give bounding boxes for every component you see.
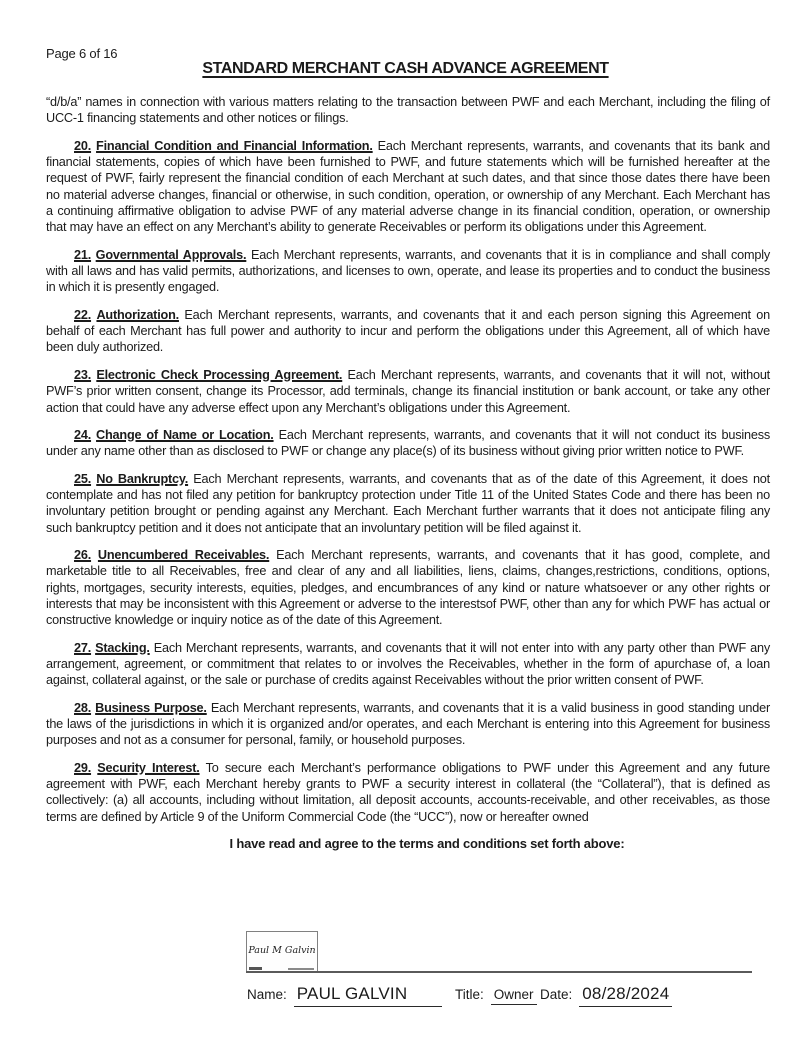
section-text: Each Merchant represents, warrants, and covenants that it will not conduct its business under any name other than as disclosed to PWF or change any place(s) of its business without giving prior written notice to PWF. (46, 427, 770, 459)
section-27 (46, 640, 770, 689)
section-text: Each Merchant represents, warrants, and covenants that it will not enter into with any party other than PWF any arrangement, agreement, or commitment that relates to or involves the Receivables, whether in the form of apurchase of, a loan against, collateral against, or the sale or purchase of credits against Receivables without the prior written consent of PWF. (46, 640, 770, 688)
section-number: 29. (74, 760, 92, 775)
section-text: Each Merchant represents, warrants, and covenants that as of the date of this Agreement, it does not contemplate and has not filed any petition for bankruptcy protection under Title 11 of the United States Code and there has been no involuntary petition brought or pending against any Merchant. Each Merchant further warrants that it does not anticipate filing any such bankruptcy petition and it does not anticipate that an involuntary petition will be filed against it. (46, 471, 770, 535)
date-field (540, 984, 672, 1007)
section-20 (46, 138, 770, 236)
signature-image (246, 931, 318, 973)
section-heading: Governmental Approvals. (95, 247, 247, 262)
signature-script: Paul M Galvin (248, 945, 316, 956)
name-value: PAUL GALVIN (294, 984, 442, 1007)
section-text: Each Merchant represents, warrants, and covenants that it and each person signing this Agreement on behalf of each Merchant has full power and authority to incur and perform the obligations under this Agreement, all of which have been duly authorized. (46, 307, 771, 355)
intro-paragraph: “d/b/a” names in connection with various matters relating to the transaction between PWF and each Merchant, including the filing of UCC-1 financing statements and other notices or filings. (46, 95, 770, 126)
title-field (455, 987, 537, 1005)
section-heading: Change of Name or Location. (96, 427, 274, 442)
section-number: 22. (74, 307, 92, 322)
document-body (46, 94, 770, 852)
title-value: Owner (491, 987, 537, 1005)
section-number: 26. (74, 547, 92, 562)
section-number: 20. (74, 138, 92, 153)
section-text: Each Merchant represents, warrants, and covenants that it is a valid business in good standing under the laws of the jurisdictions in which it is organized and/or operates, and each Merchant is entering into this Agreement for business purposes and not as a consumer for personal, family, or household purposes. (46, 700, 771, 748)
section-heading: Authorization. (96, 307, 179, 322)
section-heading: Unencumbered Receivables. (97, 547, 270, 562)
acknowledgement-line: I have read and agree to the terms and conditions set forth above: (229, 836, 625, 852)
section-number: 27. (74, 640, 92, 655)
section-26 (46, 547, 770, 629)
title-label: Title: (455, 987, 484, 1002)
section-heading: No Bankruptcy. (96, 471, 189, 486)
signature-stamp-mark (288, 968, 314, 970)
section-heading: Business Purpose. (95, 700, 207, 715)
section-23 (46, 367, 770, 416)
section-24 (46, 427, 770, 460)
section-text: Each Merchant represents, warrants, and covenants that it has good, complete, and marketable title to all Receivables, free and clear of any and all liabilities, liens, claims, changes,restrictions, conditions, options, rights, mortgages, security interests, equities, pledges, and encumbrances of any kind or nature whatsoever or any other rights or interests that may be inconsistent with this Agreement or adverse to the interestsof PWF, other than any for which PWF has actual or constructive knowledge or inquiry notice as of the date of this Agreement. (46, 547, 771, 628)
section-21 (46, 247, 770, 296)
section-29 (46, 760, 770, 825)
section-number: 25. (74, 471, 92, 486)
section-text: Each Merchant represents, warrants, and covenants that it will not, without PWF’s prior written consent, change its Processor, add terminals, change its financial institution or bank account, or take any other action that could have any adverse effect upon any Merchant’s obligations under this Agreement. (46, 367, 770, 415)
date-value: 08/28/2024 (579, 984, 672, 1007)
name-label: Name: (247, 987, 287, 1002)
signature-stamp-mark (249, 967, 262, 970)
section-number: 28. (74, 700, 92, 715)
section-text: To secure each Merchant’s performance obligations to PWF under this Agreement and any future agreement with PWF, each Merchant hereby grants to PWF a security interest in collateral (the “Collateral”), that is defined as collectively: (a) all accounts, including without limitation, all deposit accounts, accounts-receivable, and other receivables, as those terms are defined by Article 9 of the Uniform Commercial Code (the “UCC”), now or hereafter owned (46, 760, 770, 824)
section-25 (46, 471, 770, 536)
section-heading: Security Interest. (97, 760, 200, 775)
section-number: 23. (74, 367, 92, 382)
date-label: Date: (540, 987, 573, 1002)
section-28 (46, 700, 770, 749)
section-text: Each Merchant represents, warrants, and covenants that its bank and financial statements, copies of which have been furnished to PWF, and future statements which will be furnished hereafter at the request of PWF, fairly represent the financial condition of each Merchant at such dates, and that since those dates there have been no material adverse changes, financial or otherwise, in such condition, operation, or ownership of any Merchant. Each Merchant has a continuing affirmative obligation to advise PWF of any material adverse change in its financial condition, operation, or ownership that may have an effect on any Merchant’s ability to generate Receivables or perform its obligations under this Agreement. (46, 138, 771, 235)
section-heading: Financial Condition and Financial Information. (96, 138, 373, 153)
section-number: 24. (74, 427, 92, 442)
section-text: Each Merchant represents, warrants, and covenants that it is in compliance and shall comply with all laws and has valid permits, authorizations, and licenses to own, operate, and lease its properties and to conduct the business in which it is presently engaged. (46, 247, 771, 295)
section-heading: Electronic Check Processing Agreement. (96, 367, 343, 382)
signature-line (246, 971, 752, 973)
page-number: Page 6 of 16 (46, 46, 118, 61)
section-number: 21. (74, 247, 92, 262)
name-field (247, 984, 442, 1007)
section-heading: Stacking. (95, 640, 150, 655)
document-title: STANDARD MERCHANT CASH ADVANCE AGREEMENT (202, 60, 609, 77)
section-22 (46, 307, 770, 356)
